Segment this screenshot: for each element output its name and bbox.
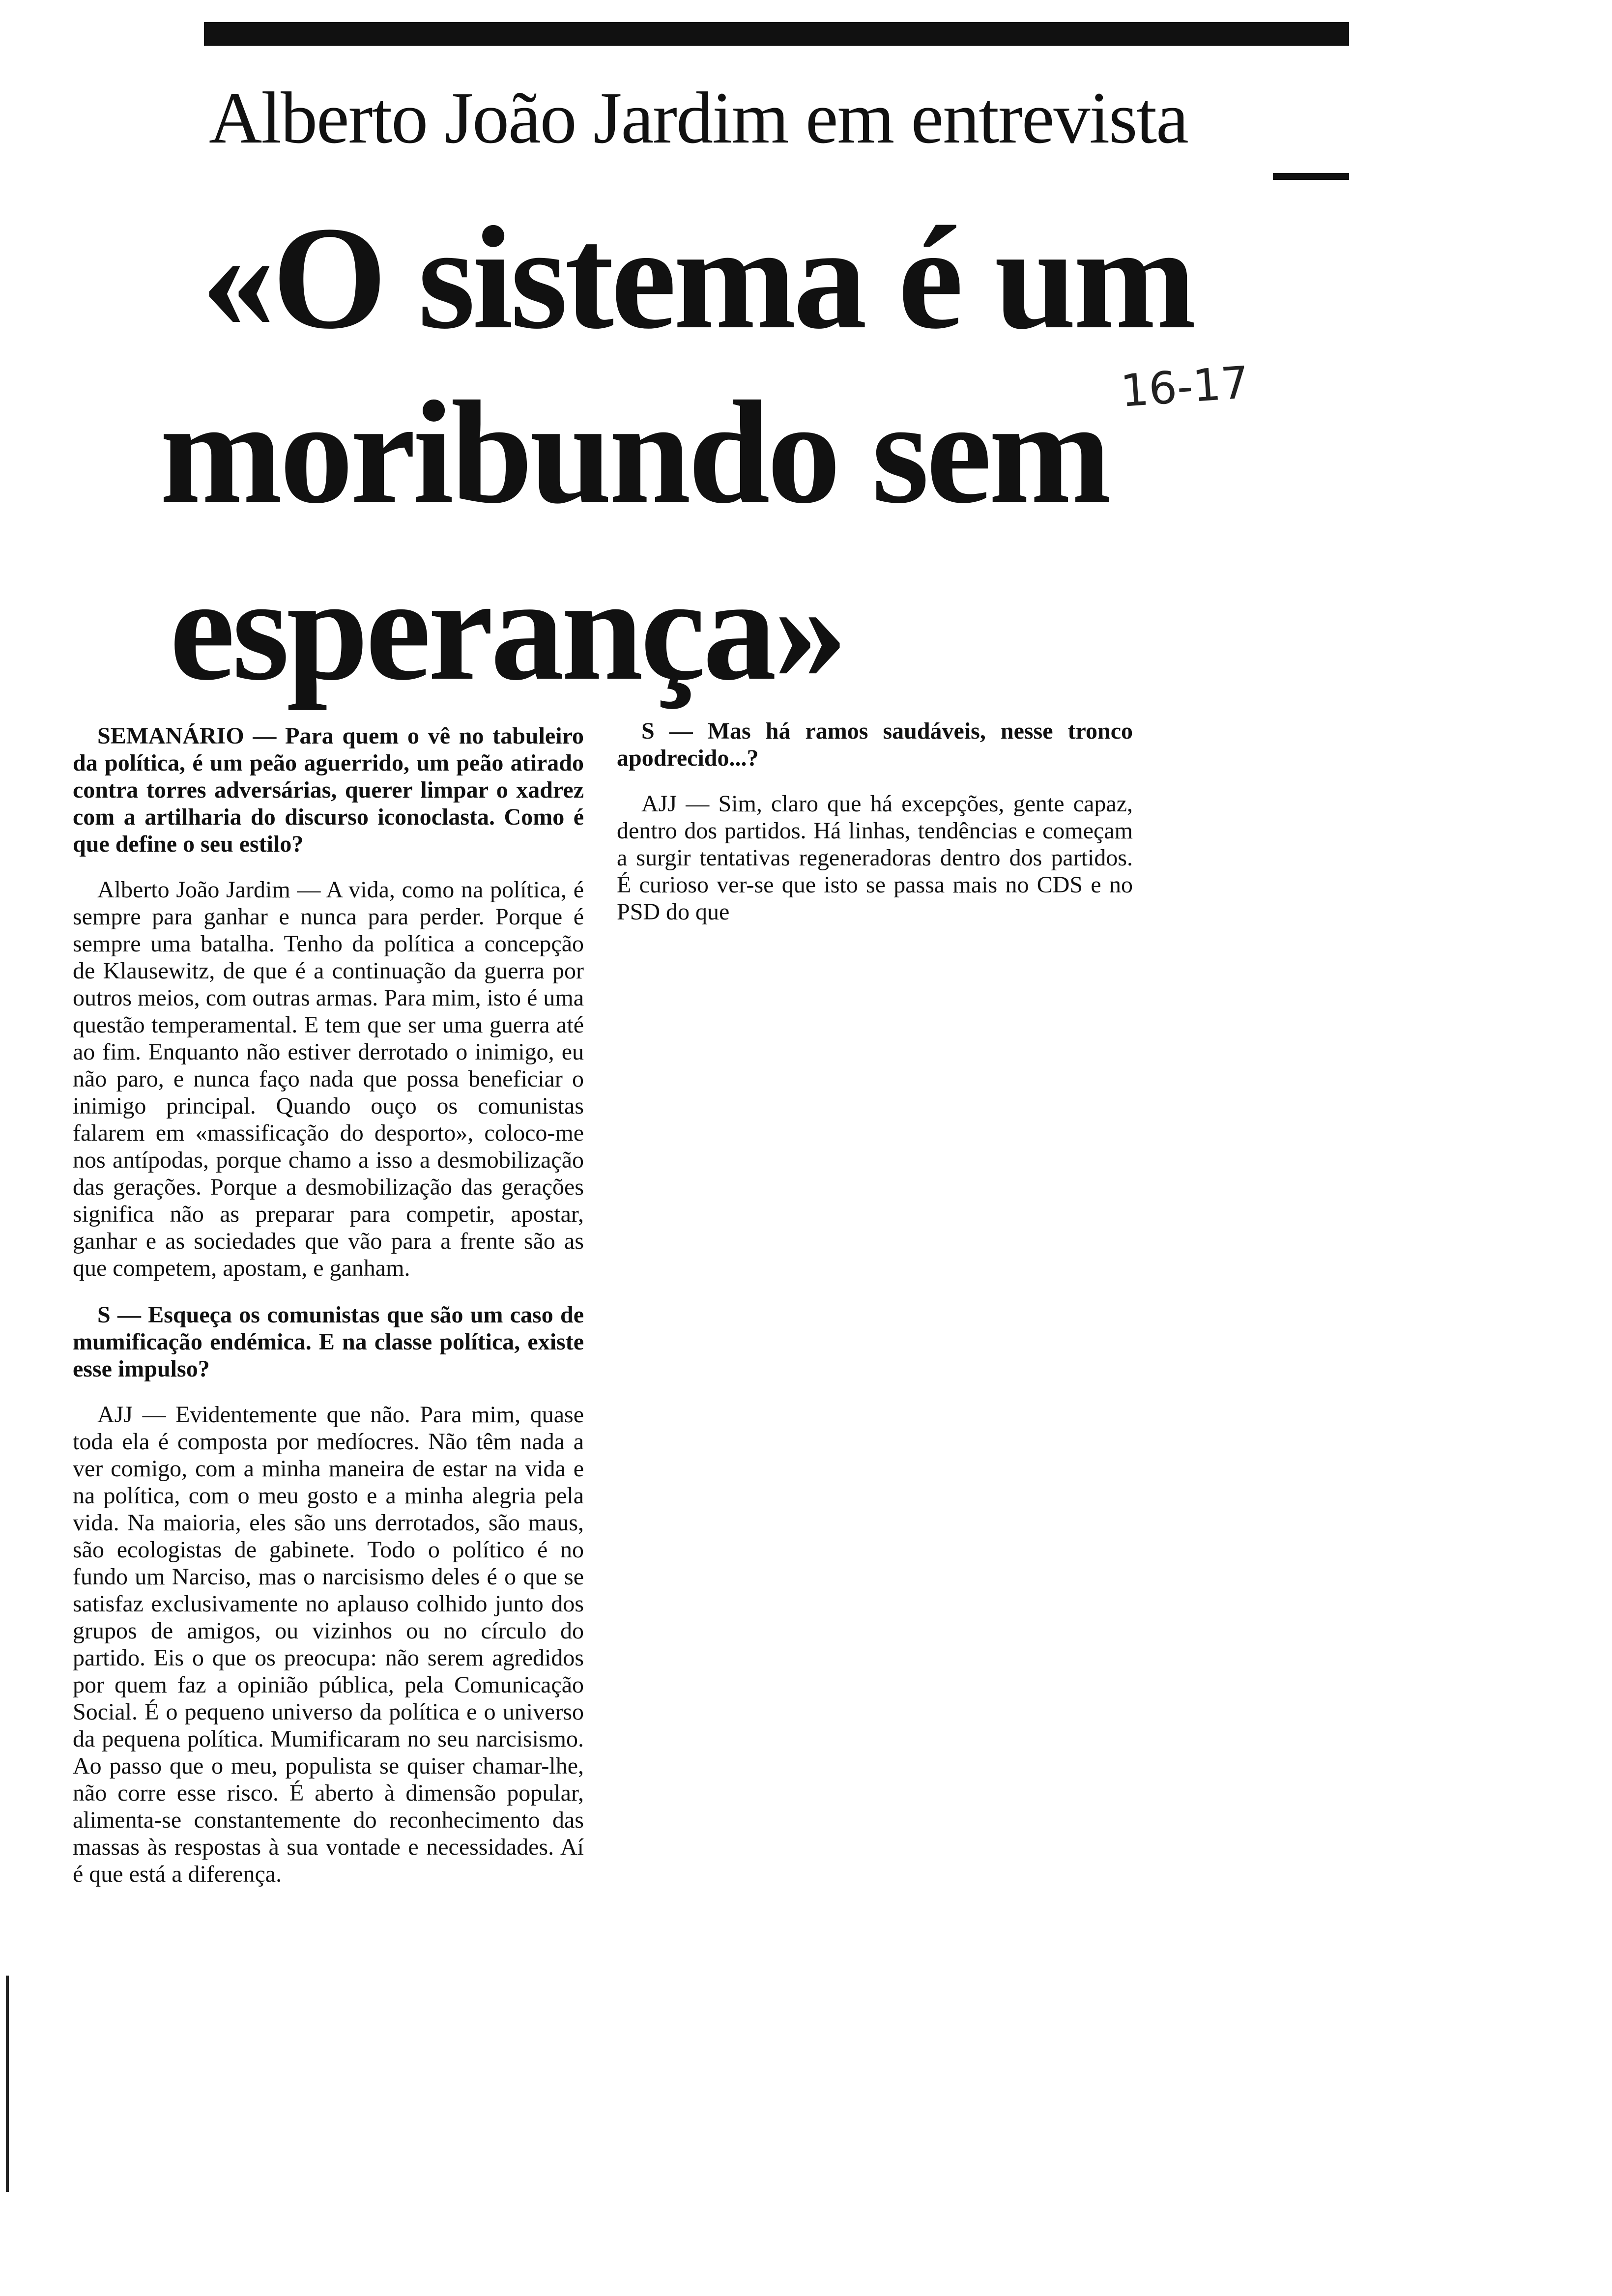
handwritten-page-note: 16-17 bbox=[1119, 357, 1251, 417]
headline-line-1: «O sistema é um bbox=[202, 196, 1194, 359]
margin-mark bbox=[6, 1976, 9, 2192]
article-column-left bbox=[73, 722, 584, 1907]
article-column-right bbox=[617, 718, 1133, 945]
interview-answer-2: AJJ — Evidentemente que não. Para mim, quase toda ela é composta por medíocres. Não têm nada a ver comigo, com a minha maneira de estar na vida e na política, com o meu gosto e a minha alegria pela vida. Na maioria, eles são uns derrotados, são maus, são ecologistas de gabinete. Todo o político é no fundo um Narciso, mas o narcisismo deles é o que se satisfaz exclusivamente no aplauso colhido junto dos grupos de amigos, ou vizinhos ou no círculo do partido. Eis o que os preocupa: não serem agredidos por quem faz a opinião pública, pela Comunicação Social. É o pequeno universo da política e o universo da pequena política. Mumificaram no seu narcisismo. Ao passo que o meu, populista se quiser chamar-lhe, não corre esse risco. É aberto à dimensão popular, alimenta-se constantemente do reconhecimento das massas às respostas à sua vontade e necessidades. Aí é que está a diferença. bbox=[73, 1402, 584, 1887]
article-kicker: Alberto João Jardim em entrevista bbox=[209, 77, 1188, 159]
interview-answer-3: AJJ — Sim, claro que há excepções, gente capaz, dentro dos partidos. Há linhas, tendências e começam a surgir tentativas regeneradoras dentro dos partidos. É curioso ver-se que isto se passa mais no CDS e no PSD do que bbox=[617, 791, 1133, 925]
interview-question-1: SEMANÁRIO — Para quem o vê no tabuleiro da política, é um peão aguerrido, um peão atirado contra torres adversárias, querer limpar o xadrez com a artilharia do discurso iconoclasta. Como é que define o seu estilo? bbox=[73, 723, 584, 857]
top-rule bbox=[204, 22, 1349, 46]
interview-question-2: S — Esqueça os comunistas que são um caso de mumificação endémica. E na classe política, existe esse impulso? bbox=[73, 1302, 584, 1382]
interview-answer-1: Alberto João Jardim — A vida, como na política, é sempre para ganhar e nunca para perder. Porque é sempre uma batalha. Tenho da política a concepção de Klausewitz, de que é a continuação da guerra por outros meios, com outras armas. Para mim, isto é uma questão temperamental. E tem que ser uma guerra até ao fim. Enquanto não estiver derrotado o inimigo, eu não paro, e nunca faço nada que possa beneficiar o inimigo principal. Quando ouço os comunistas falarem em «massificação do desporto», coloco-me nos antípodas, porque chamo a isso a desmobilização das gerações. Porque a desmobilização das gerações significa não as preparar para competir, apostar, ganhar e as sociedades que vão para a frente são as que competem, apostam, e ganham. bbox=[73, 877, 584, 1281]
headline-line-2: moribundo sem bbox=[160, 371, 1109, 534]
interview-question-3: S — Mas há ramos saudáveis, nesse tronco apodrecido...? bbox=[617, 718, 1133, 771]
kicker-underline bbox=[1273, 173, 1349, 180]
headline-line-3: esperança» bbox=[170, 547, 845, 711]
